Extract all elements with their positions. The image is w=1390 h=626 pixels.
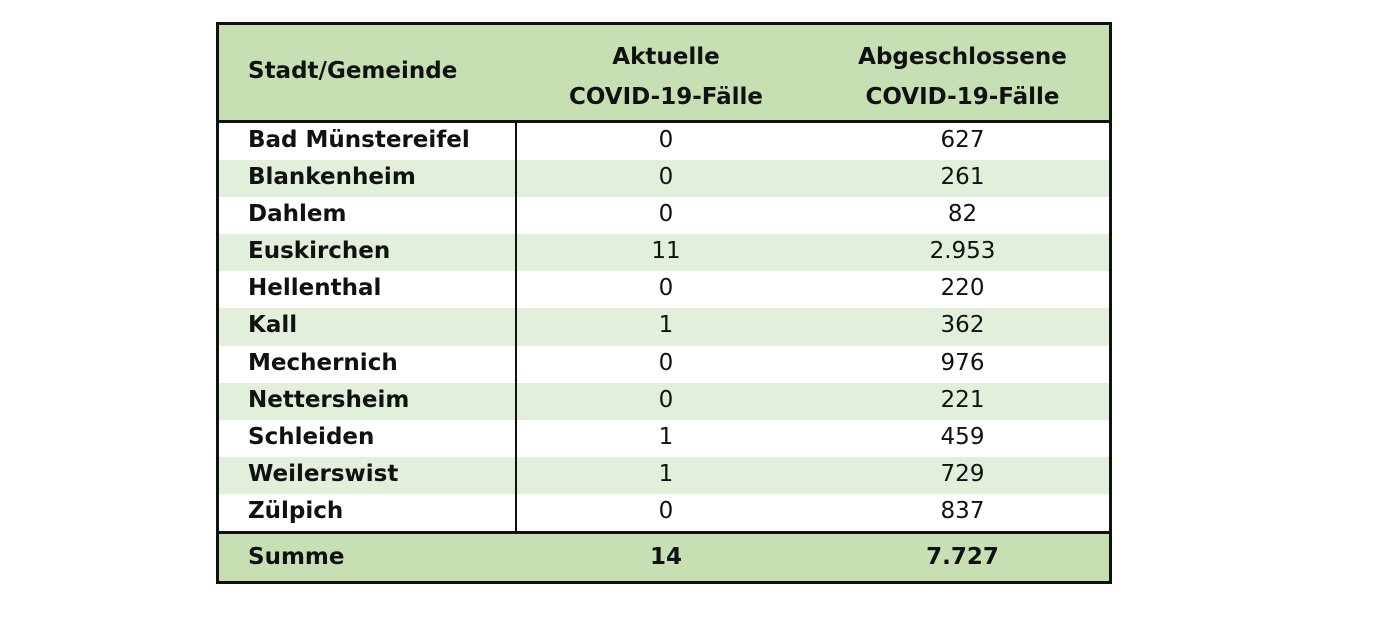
cell-abgeschlossene-faelle: 220 — [940, 275, 985, 302]
cell-stadt-gemeinde: Schleiden — [248, 423, 375, 450]
cell-abgeschlossene-faelle: 459 — [940, 423, 985, 450]
header-aktuelle-line1: Aktuelle — [612, 44, 720, 70]
cell-aktuelle-faelle: 0 — [658, 127, 674, 153]
cell-stadt-gemeinde: Weilerswist — [248, 460, 399, 487]
cell-aktuelle-faelle: 1 — [658, 312, 674, 339]
cell-stadt-gemeinde: Kall — [248, 312, 298, 339]
header-aktuelle-faelle — [516, 37, 816, 117]
cell-abgeschlossene-faelle: 976 — [940, 349, 985, 376]
cell-aktuelle-faelle: 0 — [658, 386, 674, 413]
header-abgeschlossene-line1: Abgeschlossene — [858, 44, 1067, 70]
summary-label: Summe — [248, 544, 345, 570]
table-row — [219, 383, 1109, 420]
summary-abgeschlossene: 7.727 — [926, 544, 999, 570]
table-row — [219, 494, 1109, 531]
cell-stadt-gemeinde: Euskirchen — [248, 238, 391, 265]
header-stadt-gemeinde: Stadt/Gemeinde — [248, 58, 458, 84]
table-row — [219, 457, 1109, 494]
cell-stadt-gemeinde: Dahlem — [248, 201, 347, 228]
header-aktuelle-line2: COVID-19-Fälle — [568, 84, 764, 110]
covid-cases-table — [216, 22, 1112, 584]
cell-abgeschlossene-faelle: 627 — [940, 127, 985, 153]
table-body — [219, 123, 1109, 531]
table-row — [219, 346, 1109, 383]
table-row — [219, 308, 1109, 345]
table-row — [219, 123, 1109, 160]
table-row — [219, 271, 1109, 308]
summary-row — [219, 531, 1109, 581]
cell-stadt-gemeinde: Zülpich — [248, 497, 344, 524]
cell-aktuelle-faelle: 0 — [658, 201, 674, 228]
table-row — [219, 420, 1109, 457]
cell-aktuelle-faelle: 0 — [658, 275, 674, 302]
summary-aktuelle: 14 — [649, 544, 682, 570]
column-divider — [515, 123, 517, 531]
cell-stadt-gemeinde: Nettersheim — [248, 386, 410, 413]
cell-abgeschlossene-faelle: 261 — [940, 164, 985, 191]
cell-aktuelle-faelle: 11 — [651, 238, 681, 265]
cell-abgeschlossene-faelle: 362 — [940, 312, 985, 339]
cell-abgeschlossene-faelle: 2.953 — [929, 238, 996, 265]
cell-aktuelle-faelle: 0 — [658, 164, 674, 191]
cell-abgeschlossene-faelle: 221 — [940, 386, 985, 413]
table-row — [219, 234, 1109, 271]
cell-aktuelle-faelle: 0 — [658, 349, 674, 376]
cell-stadt-gemeinde: Bad Münstereifel — [248, 127, 470, 153]
cell-abgeschlossene-faelle: 729 — [940, 460, 985, 487]
header-abgeschlossene-faelle — [816, 37, 1109, 117]
table-row — [219, 197, 1109, 234]
cell-stadt-gemeinde: Hellenthal — [248, 275, 382, 302]
table-header — [219, 25, 1109, 123]
cell-stadt-gemeinde: Mechernich — [248, 349, 398, 376]
cell-aktuelle-faelle: 0 — [658, 497, 674, 524]
cell-stadt-gemeinde: Blankenheim — [248, 164, 416, 191]
header-abgeschlossene-line2: COVID-19-Fälle — [865, 84, 1060, 110]
cell-abgeschlossene-faelle: 837 — [940, 497, 985, 524]
table-row — [219, 160, 1109, 197]
cell-aktuelle-faelle: 1 — [658, 423, 674, 450]
cell-abgeschlossene-faelle: 82 — [947, 201, 978, 228]
cell-aktuelle-faelle: 1 — [658, 460, 674, 487]
